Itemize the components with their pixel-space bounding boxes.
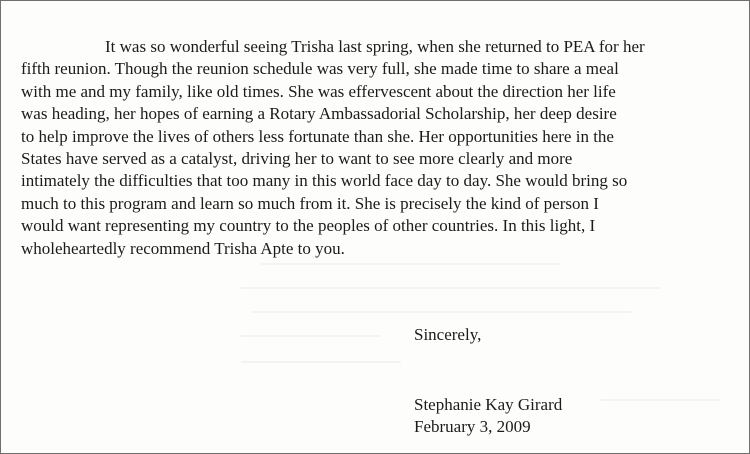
signature-block — [414, 394, 562, 438]
bleed-through-line — [241, 287, 661, 289]
body-line: much to this program and learn so much from it. She is precisely the kind of person I — [21, 193, 599, 213]
signer-name: Stephanie Kay Girard — [414, 395, 563, 414]
bleed-through-line — [241, 361, 401, 363]
letter-body — [21, 36, 721, 260]
body-line: would want representing my country to the peoples of other countries. In this light, I — [21, 216, 596, 236]
body-line: fifth reunion. Though the reunion schedule was very full, she made time to share a meal — [21, 59, 619, 79]
bleed-through-line — [261, 263, 561, 265]
body-line: It was so wonderful seeing Trisha last spring, when she returned to PEA for her — [105, 37, 645, 56]
bleed-through-line — [601, 399, 721, 401]
body-line: intimately the difficulties that too many in this world face day to day. She would bring so — [21, 171, 628, 191]
body-line: wholeheartedly recommend Trisha Apte to you. — [21, 238, 345, 258]
bleed-through-line — [241, 335, 381, 337]
closing-salutation: Sincerely, — [414, 325, 482, 344]
body-line: with me and my family, like old times. She was effervescent about the direction her life — [21, 81, 616, 101]
letter-date: February 3, 2009 — [414, 417, 531, 436]
bleed-through-line — [251, 311, 631, 313]
body-line: to help improve the lives of others less fortunate than she. Her opportunities here in the — [21, 126, 614, 146]
body-line: was heading, her hopes of earning a Rotary Ambassadorial Scholarship, her deep desire — [21, 104, 617, 124]
body-line: States have served as a catalyst, driving her to want to see more clearly and more — [21, 149, 573, 169]
